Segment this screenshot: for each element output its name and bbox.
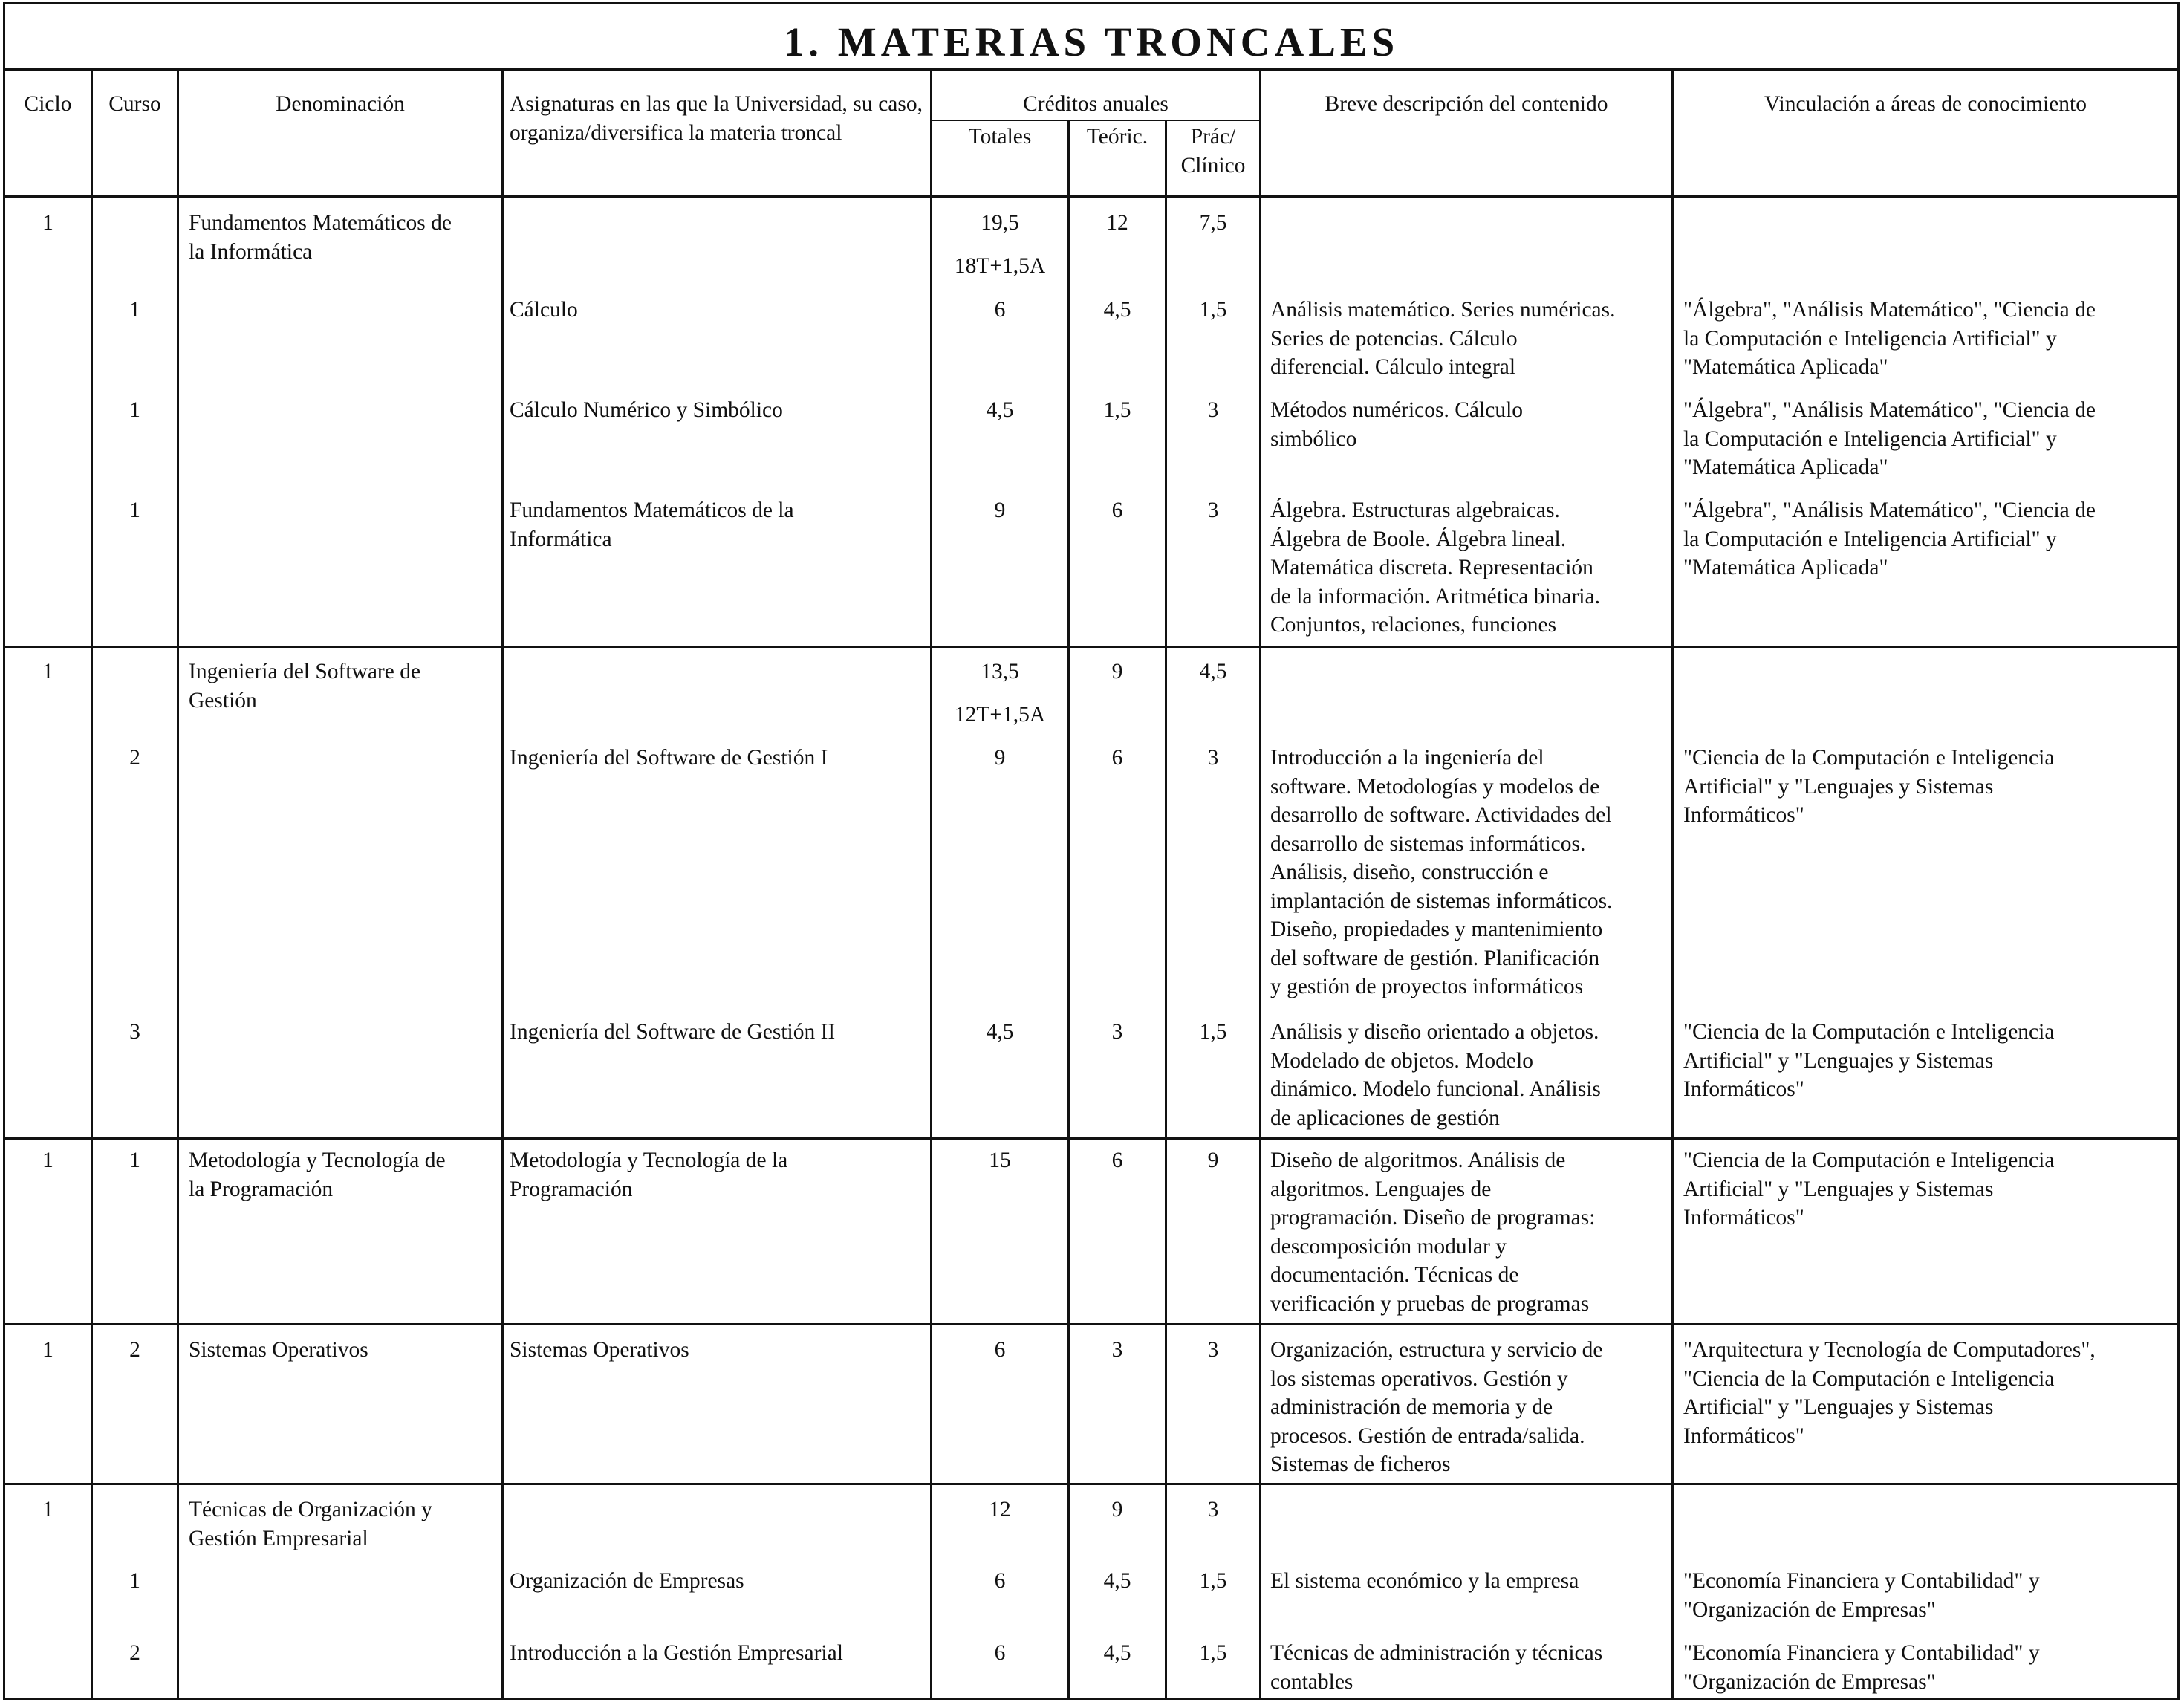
materia-vinculacion: "Arquitectura y Tecnología de Computadores", "Ciencia de la Computación e Inteligencia Artificial" y "Lenguajes y Sistemas Informáticos" (1683, 1338, 2096, 1448)
asignatura-nombre: Metodología y Tecnología de la Programación (510, 1149, 788, 1201)
materia-ciclo: 1 (42, 211, 53, 235)
asignatura-curso: 1 (129, 398, 140, 422)
materia-descripcion: Diseño de algoritmos. Análisis de algoritmos. Lenguajes de programación. Diseño de programas: descomposición modular y documentación. Técnicas de verificación y pruebas de programas (1270, 1149, 1596, 1316)
col-border-asignaturas (501, 68, 504, 1700)
col-border-denominacion (177, 68, 179, 1700)
rule-top (3, 2, 2180, 4)
asignatura-prac: 1,5 (1199, 1641, 1227, 1665)
asignatura-teoric: 4,5 (1103, 298, 1131, 322)
asignatura-nombre: Ingeniería del Software de Gestión I (510, 746, 828, 770)
header-ciclo: Ciclo (24, 92, 72, 116)
materia-totales: 13,5 (981, 660, 1019, 683)
asignatura-totales: 6 (994, 1641, 1006, 1665)
materia-totales: 12 (989, 1498, 1011, 1521)
asignatura-descripcion: Introducción a la ingeniería del software. Metodologías y modelos de desarrollo de software. Actividades del desarrollo de sistemas informáticos. Análisis, diseño, construcción e implantación de sistemas informáticos. Diseño, propiedades y mantenimiento del software de gestión. Planificación y gestión de proyectos informáticos (1270, 746, 1613, 998)
materia-teoric: 3 (1111, 1338, 1123, 1362)
header-creditos-anuales: Créditos anuales (1023, 92, 1169, 116)
asignatura-curso: 1 (129, 498, 140, 522)
materia-denominacion: Metodología y Tecnología de la Programación (189, 1149, 446, 1201)
rule-group-3-bottom (3, 1323, 2180, 1325)
page-title: 1. MATERIAS TRONCALES (783, 19, 1400, 65)
header-totales: Totales (968, 125, 1032, 149)
asignatura-teoric: 6 (1111, 746, 1123, 770)
document-table (3, 2, 2180, 1700)
materia-ciclo: 1 (42, 1149, 53, 1172)
asignatura-vinculacion: "Álgebra", "Análisis Matemático", "Ciencia de la Computación e Inteligencia Artificial" y "Matemática Aplicada" (1683, 298, 2096, 379)
asignatura-nombre: Cálculo (510, 298, 578, 322)
asignatura-descripcion: El sistema económico y la empresa (1270, 1569, 1579, 1593)
asignatura-vinculacion: "Álgebra", "Análisis Matemático", "Ciencia de la Computación e Inteligencia Artificial" y "Matemática Aplicada" (1683, 398, 2096, 479)
asignatura-teoric: 1,5 (1103, 398, 1131, 422)
materia-prac: 9 (1207, 1149, 1219, 1172)
header-denominacion: Denominación (276, 92, 405, 116)
asignatura-teoric: 4,5 (1103, 1641, 1131, 1665)
col-border-prac (1165, 120, 1167, 1700)
header-descripcion: Breve descripción del contenido (1325, 92, 1608, 116)
materia-denominacion: Ingeniería del Software de Gestión (189, 660, 421, 712)
asignatura-vinculacion: "Economía Financiera y Contabilidad" y "Organización de Empresas" (1683, 1641, 2040, 1694)
materia-denominacion: Sistemas Operativos (189, 1338, 368, 1362)
header-asignaturas: Asignaturas en las que la Universidad, su caso, organiza/diversifica la materia troncal (510, 92, 923, 145)
materia-nota-creditos: 12T+1,5A (954, 703, 1046, 727)
materia-teoric: 9 (1111, 1498, 1123, 1521)
asignatura-prac: 3 (1207, 398, 1219, 422)
asignatura-nombre: Fundamentos Matemáticos de la Informática (510, 498, 794, 551)
materia-prac: 7,5 (1199, 211, 1227, 235)
asignatura-descripcion: Análisis matemático. Series numéricas. Series de potencias. Cálculo diferencial. Cálculo integral (1270, 298, 1616, 379)
rule-group-1-bottom (3, 646, 2180, 648)
col-border-vinculacion (1671, 68, 1674, 1700)
materia-totales: 6 (994, 1338, 1006, 1362)
asignatura-totales: 4,5 (986, 1020, 1014, 1044)
header-vinculacion: Vinculación a áreas de conocimiento (1764, 92, 2087, 116)
materia-denominacion: Fundamentos Matemáticos de la Informática (189, 211, 452, 264)
asignatura-descripcion: Métodos numéricos. Cálculo simbólico (1270, 398, 1524, 451)
asignatura-totales: 6 (994, 1569, 1006, 1593)
materia-curso: 2 (129, 1338, 140, 1362)
materia-prac: 4,5 (1199, 660, 1227, 683)
materia-descripcion: Organización, estructura y servicio de los sistemas operativos. Gestión y administración de memoria y de procesos. Gestión de entrada/salida. Sistemas de ficheros (1270, 1338, 1603, 1476)
col-border-teoric (1067, 120, 1070, 1700)
rule-group-4-bottom (3, 1483, 2180, 1485)
asignatura-prac: 1,5 (1199, 298, 1227, 322)
header-prac-clinico: Prác/ Clínico (1180, 125, 1246, 178)
materia-vinculacion: "Ciencia de la Computación e Inteligencia Artificial" y "Lenguajes y Sistemas Informáticos" (1683, 1149, 2055, 1230)
rule-group-2-bottom (3, 1137, 2180, 1140)
asignatura-curso: 3 (129, 1020, 140, 1044)
asignatura-prac: 1,5 (1199, 1569, 1227, 1593)
asignatura-nombre: Ingeniería del Software de Gestión II (510, 1020, 836, 1044)
asignatura-curso: 2 (129, 1641, 140, 1665)
asignatura-descripcion: Análisis y diseño orientado a objetos. Modelado de objetos. Modelo dinámico. Modelo funcional. Análisis de aplicaciones de gestión (1270, 1020, 1601, 1130)
materia-totales: 19,5 (981, 211, 1019, 235)
asignatura-totales: 9 (994, 498, 1006, 522)
asignatura-vinculacion: "Economía Financiera y Contabilidad" y "Organización de Empresas" (1683, 1569, 2040, 1622)
asignatura-nombre: Organización de Empresas (510, 1569, 744, 1593)
col-border-left (3, 2, 5, 1700)
materia-teoric: 12 (1106, 211, 1128, 235)
materia-teoric: 9 (1111, 660, 1123, 683)
asignatura-descripcion: Técnicas de administración y técnicas contables (1270, 1641, 1603, 1694)
asignatura-teoric: 4,5 (1103, 1569, 1131, 1593)
asignatura-teoric: 6 (1111, 498, 1123, 522)
asignatura-totales: 9 (994, 746, 1006, 770)
materia-nota-creditos: 18T+1,5A (954, 254, 1046, 278)
asignatura-nombre: Introducción a la Gestión Empresarial (510, 1641, 843, 1665)
asignatura-vinculacion: "Ciencia de la Computación e Inteligencia Artificial" y "Lenguajes y Sistemas Informáticos" (1683, 1020, 2055, 1101)
rule-creditos-sub (932, 120, 1259, 121)
materia-prac: 3 (1207, 1338, 1219, 1362)
rule-header-bottom (3, 195, 2180, 198)
asignatura-curso: 1 (129, 298, 140, 322)
materia-ciclo: 1 (42, 1498, 53, 1521)
asignatura-prac: 3 (1207, 498, 1219, 522)
col-border-descripcion (1259, 68, 1261, 1700)
col-border-right (2177, 2, 2180, 1700)
asignatura-prac: 3 (1207, 746, 1219, 770)
asignatura-totales: 4,5 (986, 398, 1014, 422)
asignatura-totales: 6 (994, 298, 1006, 322)
materia-curso: 1 (129, 1149, 140, 1172)
asignatura-prac: 1,5 (1199, 1020, 1227, 1044)
header-curso: Curso (108, 92, 161, 116)
header-teoric: Teóric. (1086, 125, 1148, 149)
materia-prac: 3 (1207, 1498, 1219, 1521)
asignatura-curso: 2 (129, 746, 140, 770)
rule-bottom (3, 1698, 2180, 1700)
materia-denominacion: Técnicas de Organización y Gestión Empresarial (189, 1498, 432, 1550)
asignatura-curso: 1 (129, 1569, 140, 1593)
asignatura-descripcion: Álgebra. Estructuras algebraicas. Álgebra de Boole. Álgebra lineal. Matemática discreta. Representación de la información. Aritmética binaria. Conjuntos, relaciones, funciones (1270, 498, 1600, 637)
materia-teoric: 6 (1111, 1149, 1123, 1172)
asignatura-vinculacion: "Ciencia de la Computación e Inteligencia Artificial" y "Lenguajes y Sistemas Informáticos" (1683, 746, 2055, 827)
asignatura-nombre: Cálculo Numérico y Simbólico (510, 398, 783, 422)
materia-totales: 15 (989, 1149, 1011, 1172)
asignatura-teoric: 3 (1111, 1020, 1123, 1044)
materia-ciclo: 1 (42, 660, 53, 683)
asignatura-nombre: Sistemas Operativos (510, 1338, 689, 1362)
asignatura-vinculacion: "Álgebra", "Análisis Matemático", "Ciencia de la Computación e Inteligencia Artificial" y "Matemática Aplicada" (1683, 498, 2096, 579)
materia-ciclo: 1 (42, 1338, 53, 1362)
